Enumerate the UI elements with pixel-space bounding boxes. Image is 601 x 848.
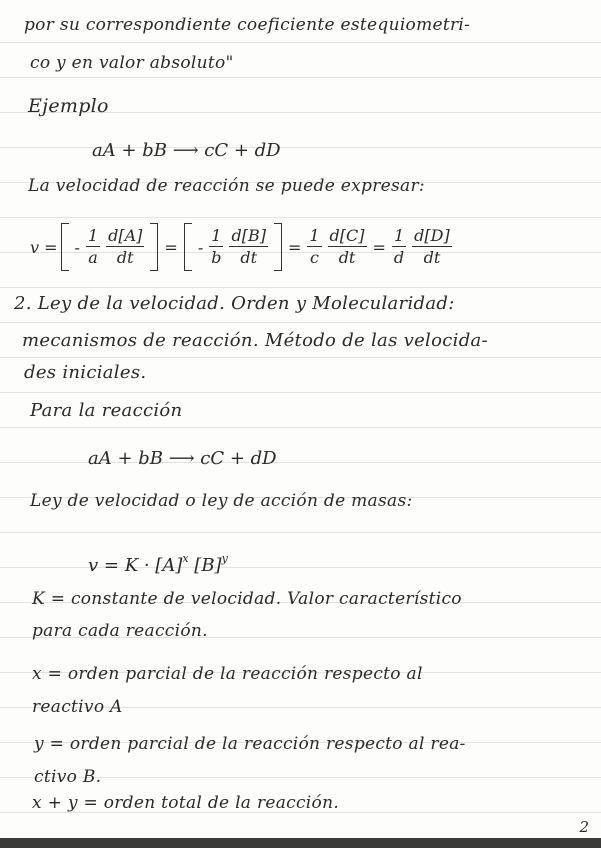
heading-ejemplo: Ejemplo [28, 95, 109, 117]
right-bracket [274, 223, 282, 271]
left-bracket [61, 223, 69, 271]
minus-sign-2: - [197, 237, 204, 257]
text-y-definition-cont: ctivo B. [34, 767, 102, 787]
fraction-1-over-a: $\frac{1}{a}$ [87, 225, 99, 267]
section-heading-2-cont: mecanismos de reacción. Método de las velocida- [22, 330, 488, 351]
section-heading-2-end: des iniciales. [24, 362, 147, 383]
fraction-1-over-c: $\frac{1}{c}$ [309, 225, 320, 267]
right-bracket [150, 223, 158, 271]
text-k-definition-cont: para cada reacción. [32, 621, 208, 641]
bottom-scan-edge [0, 838, 601, 848]
reaction-equation-2: aA + bB ⟶ cC + dD [88, 448, 277, 469]
rate-law-equation: $v = K \cdot [A]^x$ $[B]^y$ [88, 552, 228, 576]
equals-sign-3: = [372, 237, 386, 257]
text-para-reaccion: Para la reacción [30, 400, 183, 421]
text-total-order: x + y = orden total de la reacción. [32, 793, 340, 813]
equals-sign-2: = [287, 237, 302, 257]
minus-sign-1: - [74, 237, 80, 257]
text-y-definition: y = orden parcial de la reacción respecto al rea- [34, 734, 466, 754]
fraction-1-over-d: $\frac{1}{d}$ [393, 225, 405, 267]
fraction-1-over-b: $\frac{1}{b}$ [211, 225, 222, 267]
rate-v: v = [30, 237, 58, 257]
reaction-equation-1: aA + bB ⟶ cC + dD [92, 140, 281, 161]
text-line-5: La velocidad de reacción se puede expresar: [28, 176, 425, 196]
section-heading-2: 2. Ley de la velocidad. Orden y Molecularidad: [14, 293, 455, 314]
left-bracket [184, 223, 192, 271]
fraction-dA-dt: $\frac{d[A]}{dt}$ [108, 225, 143, 267]
equals-sign-1: = [164, 237, 178, 257]
fraction-dD-dt: $\frac{d[D]}{dt}$ [414, 225, 450, 267]
text-x-definition: x = orden parcial de la reacción respecto al [32, 664, 423, 684]
text-ley-velocidad: Ley de velocidad o ley de acción de masas: [30, 491, 413, 511]
text-line-2: co y en valor absoluto" [30, 53, 234, 73]
fraction-dB-dt: $\frac{d[B]}{dt}$ [231, 225, 266, 267]
page-number: 2 [579, 818, 589, 836]
fraction-dC-dt: $\frac{d[C]}{dt}$ [329, 225, 365, 267]
text-line-1: por su correspondiente coeficiente estequiometri- [24, 15, 471, 35]
text-k-definition: K = constante de velocidad. Valor característico [32, 589, 462, 609]
rate-expression [30, 218, 455, 276]
text-x-definition-cont: reactivo A [32, 697, 123, 717]
